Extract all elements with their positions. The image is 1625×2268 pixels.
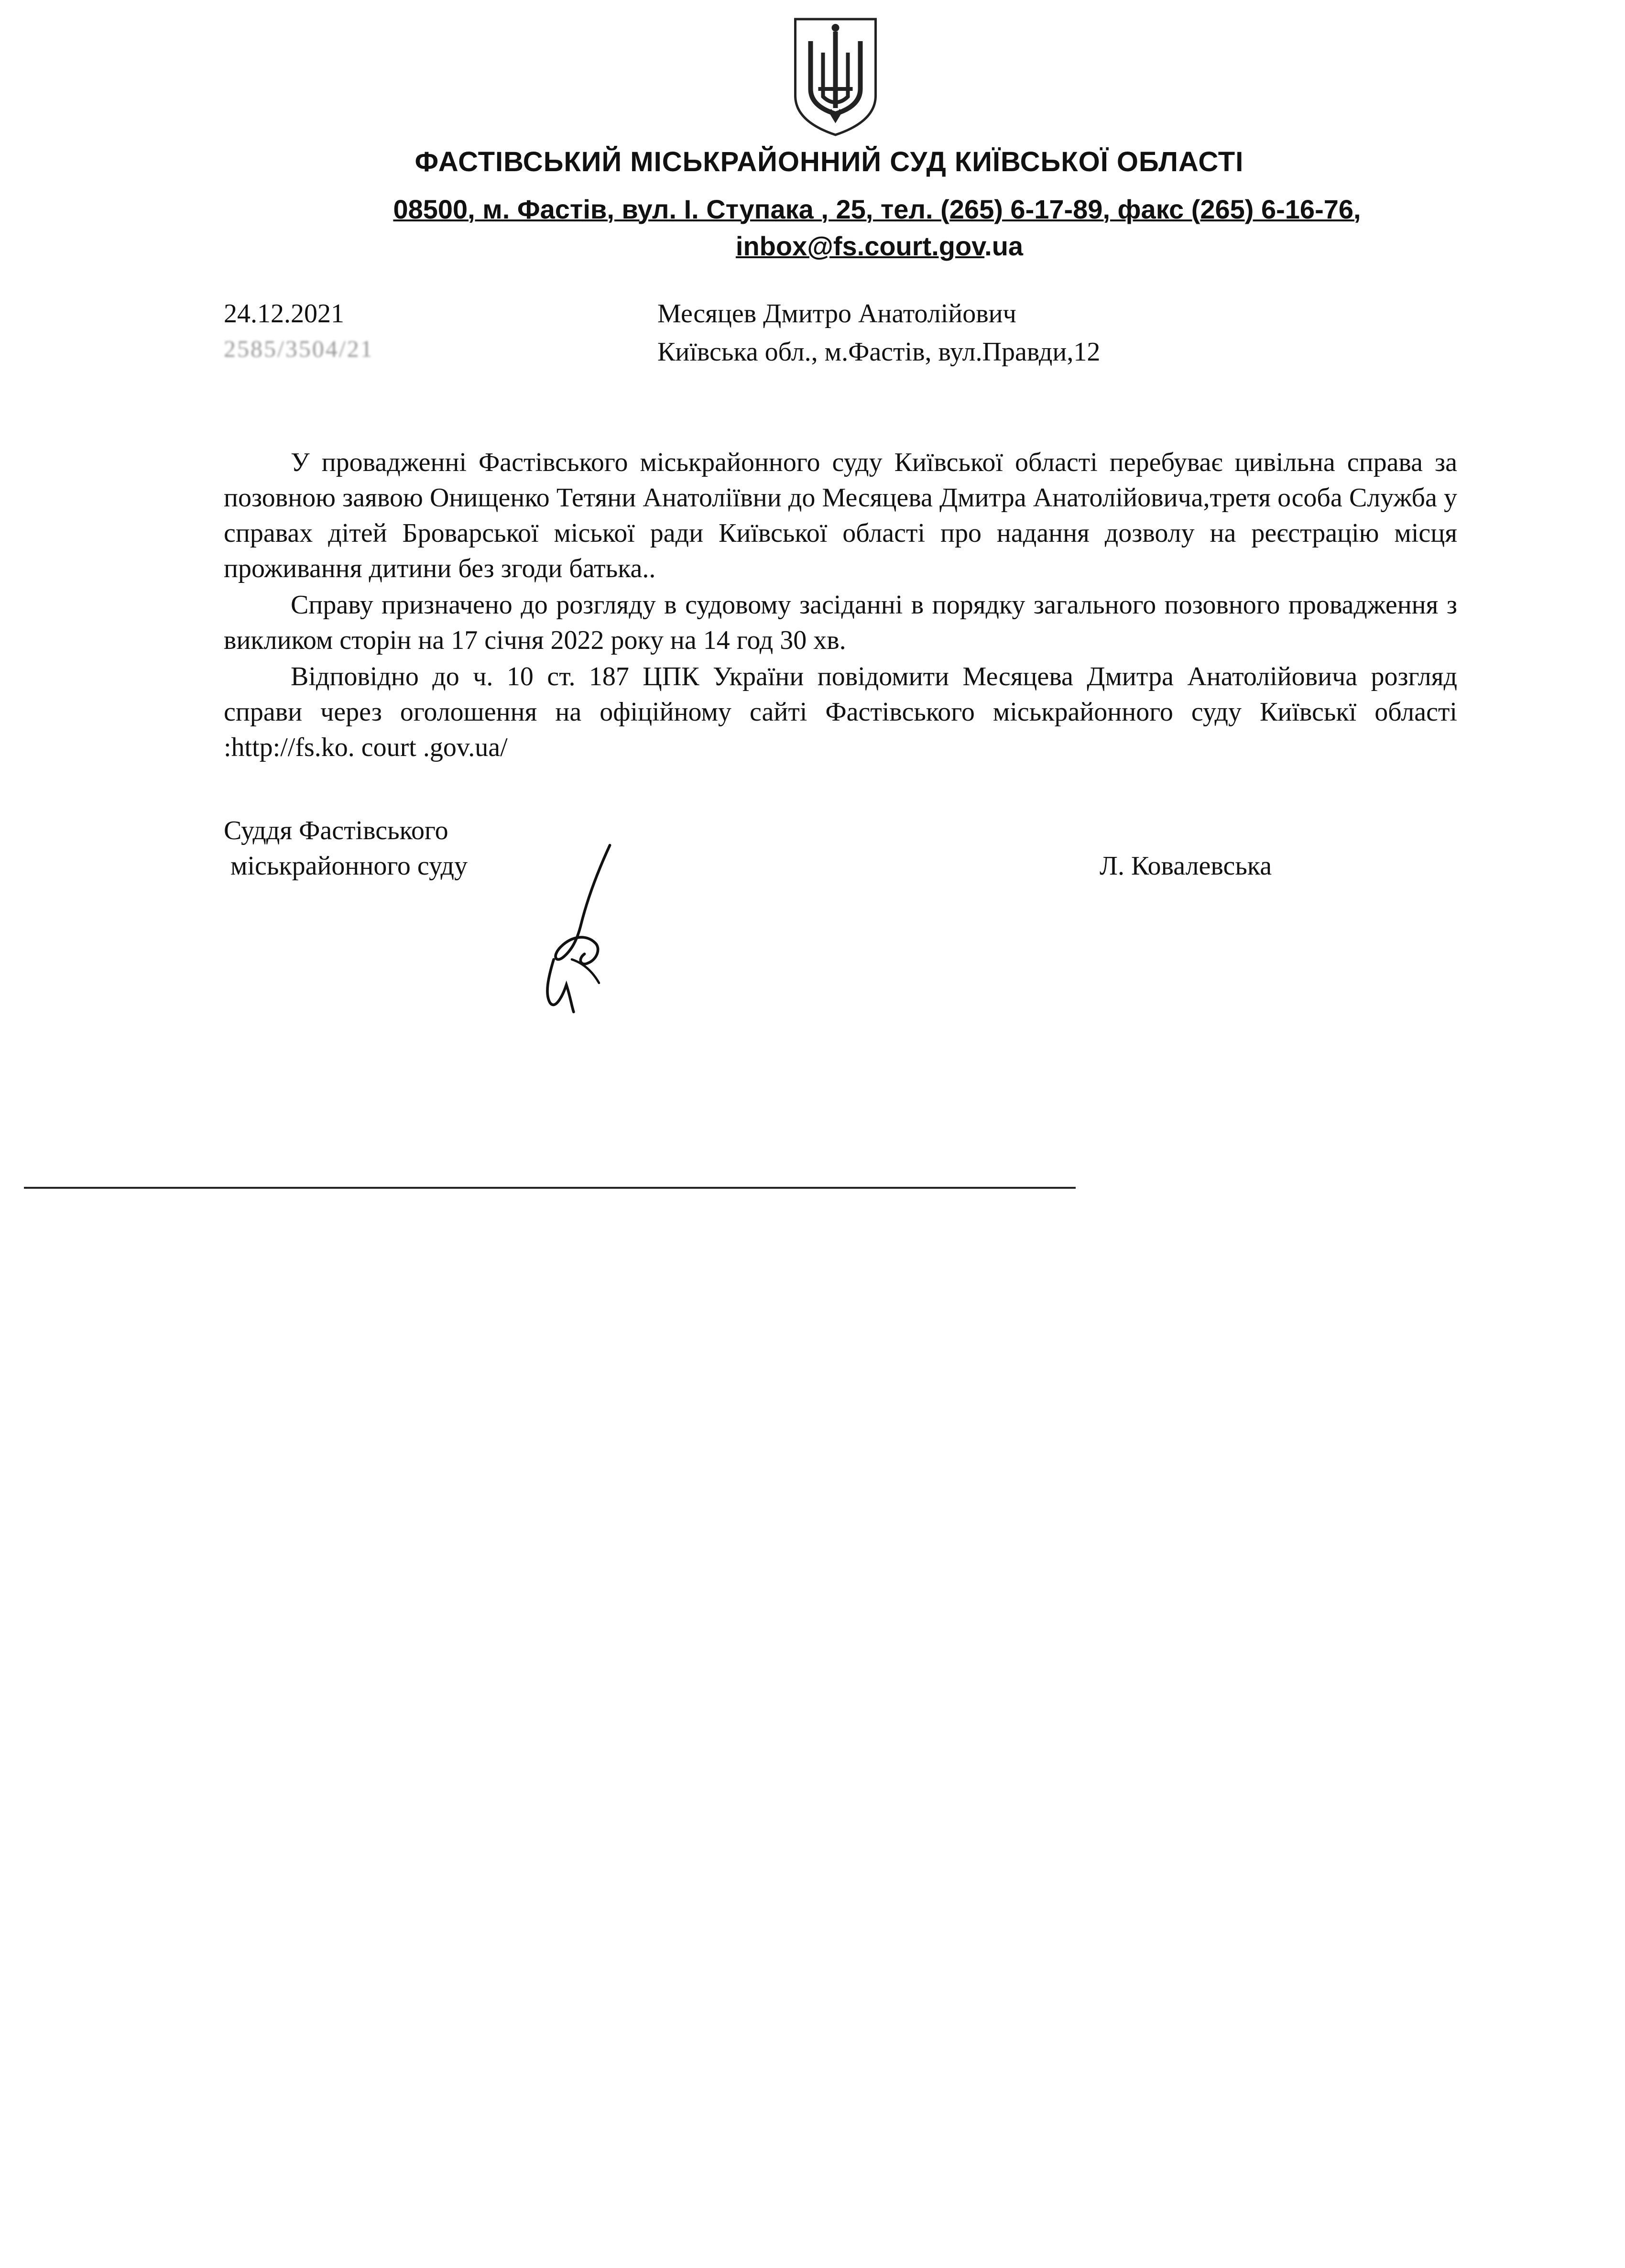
recipient-name: Месяцев Дмитро Анатолійович (657, 299, 1016, 329)
body-paragraph-1: У провадженні Фастівського міськрайонного суду Київської області перебуває цивільна справа за позовною заявою Онищенко Тетяни Анатоліївни до Месяцева Дмитра Анатолійовича,третя особа Служба у справах дітей Броварської міської ради Київської області про надання дозволу на реєстрацію місця проживання дитини без згоди батька.. (224, 448, 1457, 583)
letter-date: 24.12.2021 (224, 299, 344, 329)
court-email[interactable] (0, 230, 1625, 262)
bottom-divider (24, 1187, 1076, 1189)
court-email-suffix: .ua (984, 231, 1024, 261)
judge-title-line-2: міськрайонного суду (230, 851, 468, 881)
document-number-stamp: 2585/3504/21 (224, 335, 374, 362)
letter-body (224, 445, 1457, 766)
court-name: ФАСТІВСЬКИЙ МІСЬКРАЙОННИЙ СУД КИЇВСЬКОЇ ОБЛАСТІ (414, 146, 1244, 177)
judge-title (224, 813, 468, 884)
body-paragraph-3: Відповідно до ч. 10 ст. 187 ЦПК України повідомити Месяцева Дмитра Анатолійовича розгляд справи через оголошення на офіційному сайті Фастівського міськрайонного суду Київськї області :http://fs.ko. court .gov.ua/ (224, 662, 1457, 762)
court-address (0, 194, 1625, 225)
court-address-text: 08500, м. Фастів, вул. І. Ступака , 25, тел. (265) 6-17-89, факс (265) 6-16-76, (393, 194, 1361, 224)
coat-of-arms-icon (786, 14, 884, 139)
judge-name: Л. Ковалевська (1100, 851, 1272, 881)
body-paragraph-2: Справу призначено до розгляду в судовому засіданні в порядку загального позовного провадження з викликом сторін на 17 січня 2022 року на 14 год 30 хв. (224, 590, 1457, 655)
recipient-address: Київська обл., м.Фастів, вул.Правди,12 (657, 337, 1101, 367)
judge-title-line-1: Суддя Фастівського (224, 816, 448, 845)
court-email-user[interactable]: inbox@fs.court.gov (735, 231, 985, 261)
handwritten-signature (535, 842, 626, 1014)
